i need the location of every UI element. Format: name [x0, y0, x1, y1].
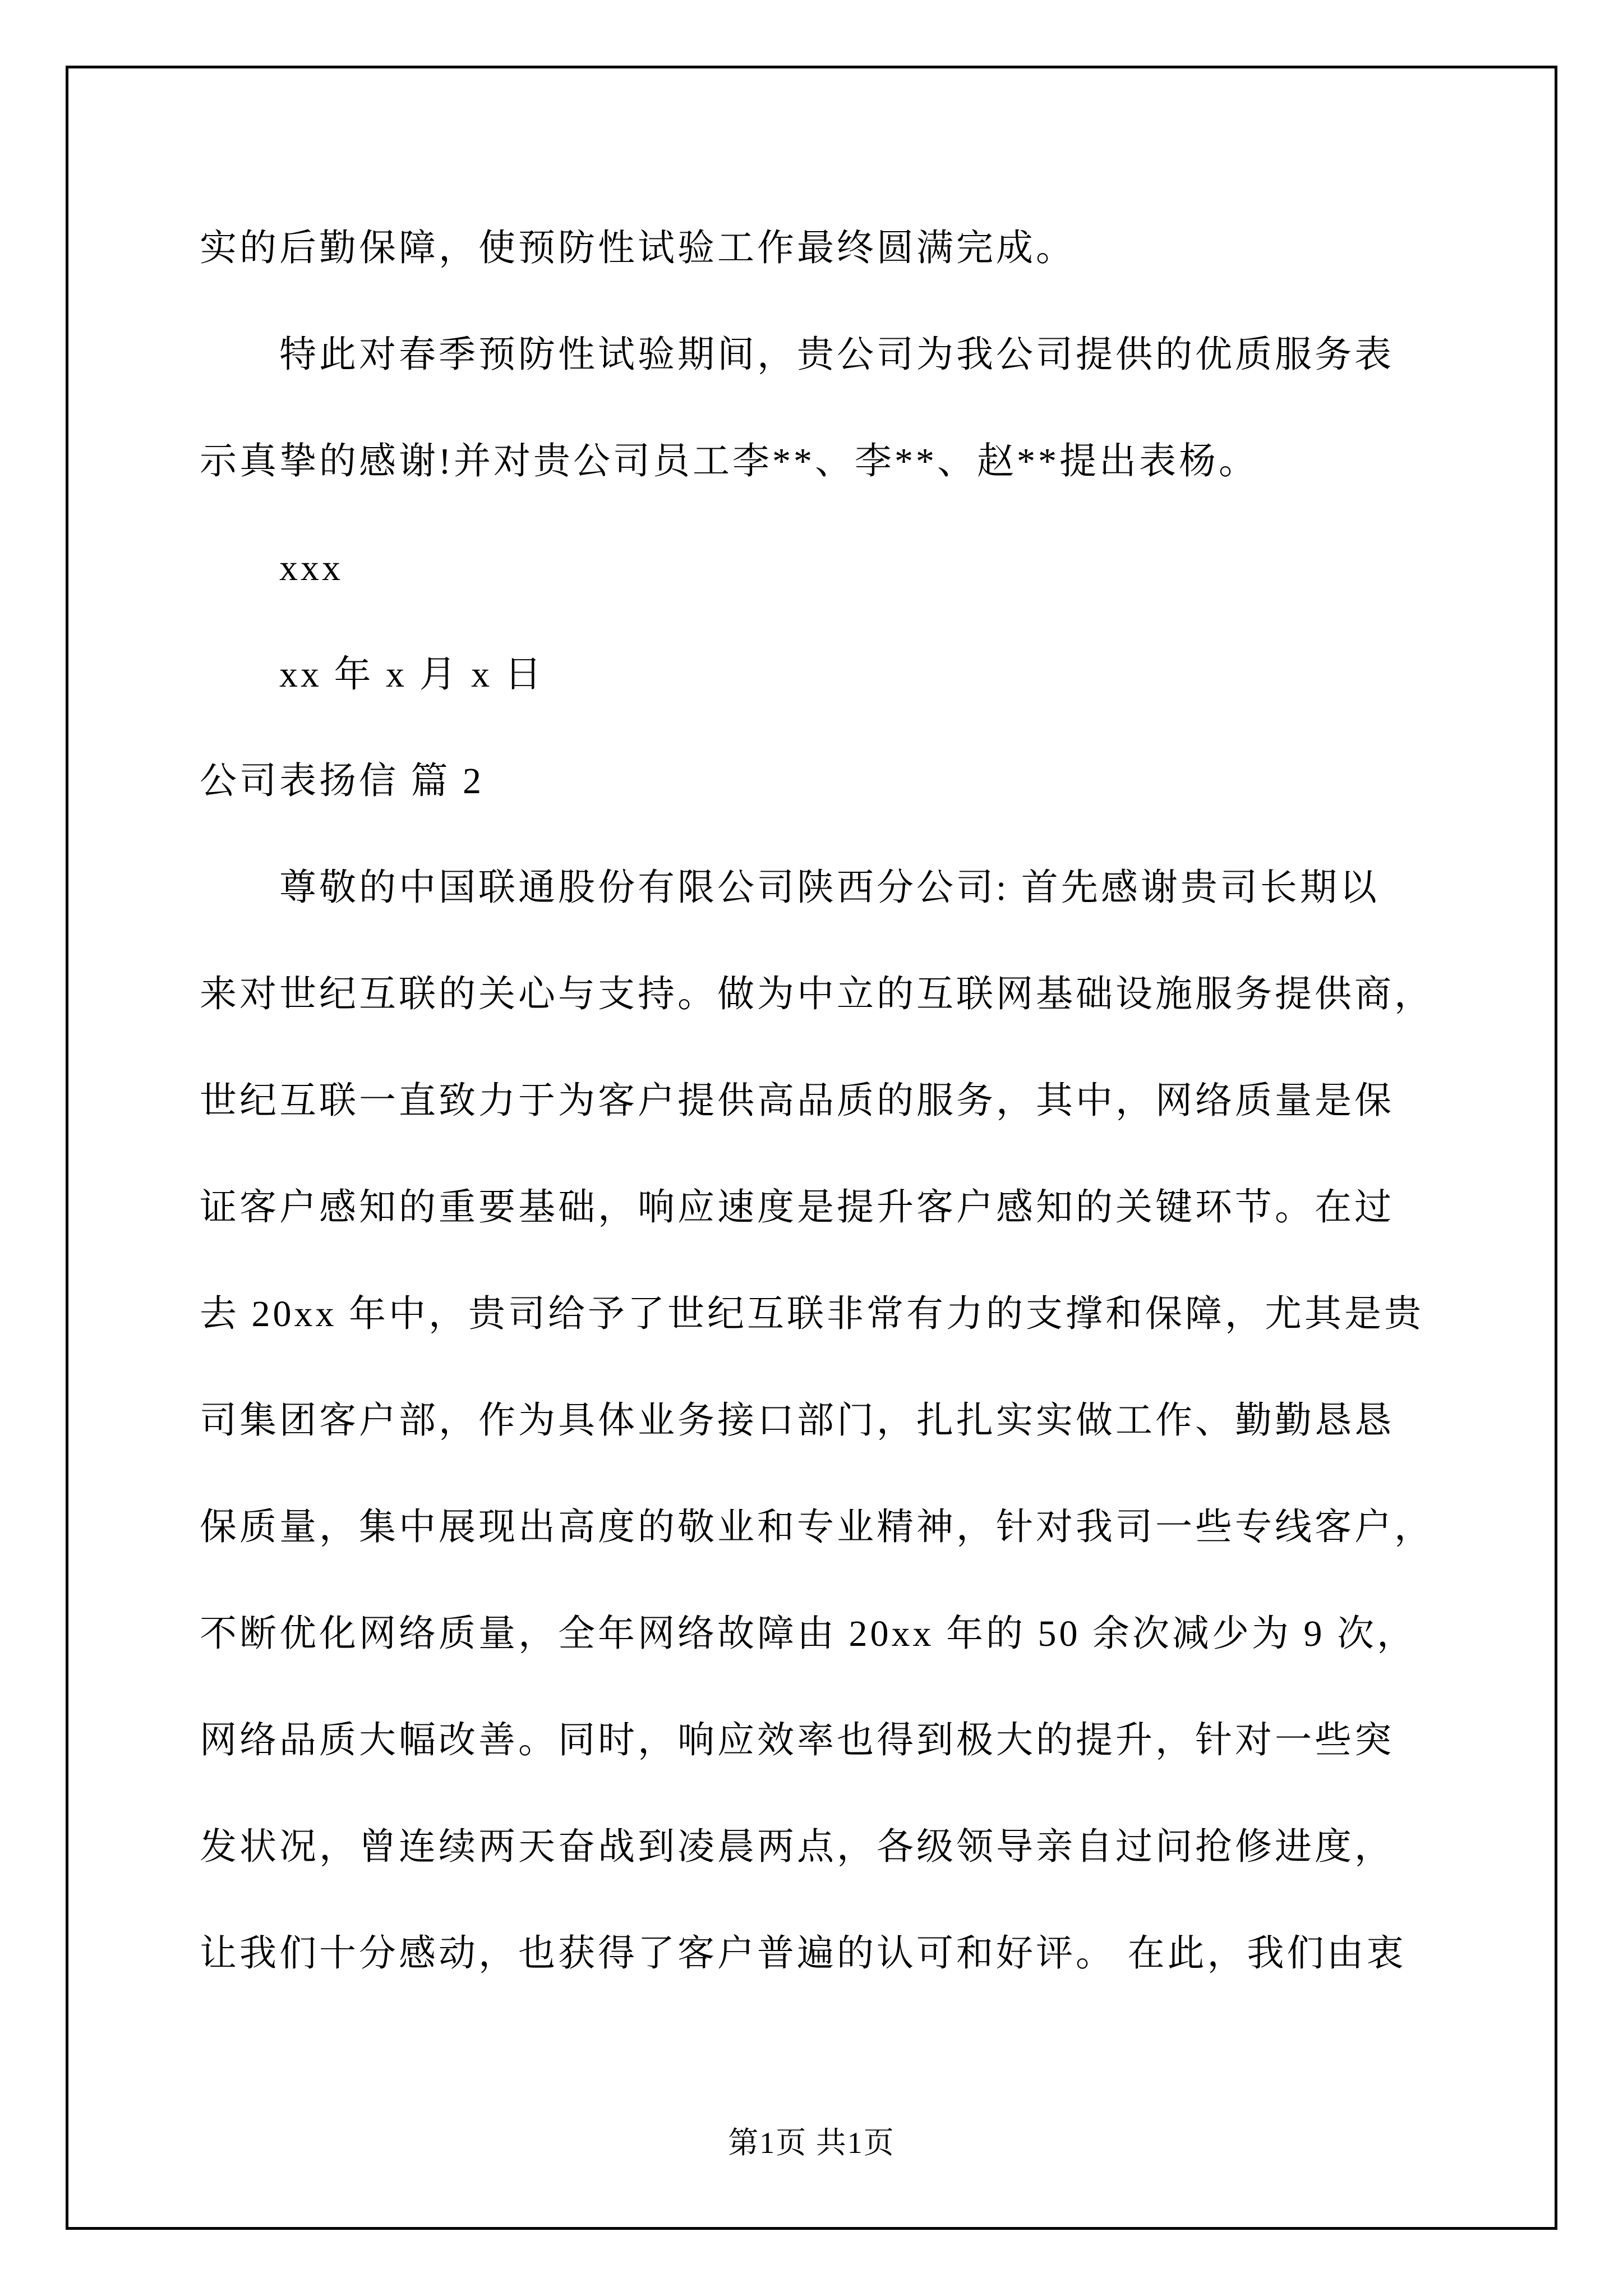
text-line: 让我们十分感动，也获得了客户普遍的认可和好评。 在此，我们由衷	[200, 1933, 1407, 1974]
text-line: 公司表扬信 篇 2	[200, 761, 484, 802]
text-line: 司集团客户部，作为具体业务接口部门，扎扎实实做工作、勤勤恳恳	[200, 1400, 1394, 1441]
text-line: 去 20xx 年中，贵司给予了世纪互联非常有力的支撑和保障，尤其是贵	[200, 1294, 1424, 1335]
text-line: 发状况，曾连续两天奋战到凌晨两点，各级领导亲自过问抢修进度，	[200, 1826, 1394, 1867]
text-line: 特此对春季预防性试验期间，贵公司为我公司提供的优质服务表	[279, 334, 1394, 375]
text-line: 世纪互联一直致力于为客户提供高品质的服务，其中，网络质量是保	[200, 1080, 1394, 1121]
text-line: 示真挚的感谢!并对贵公司员工李**、李**、赵**提出表杨。	[200, 441, 1258, 482]
text-line: 证客户感知的重要基础，响应速度是提升客户感知的关键环节。在过	[200, 1187, 1394, 1228]
page-number-indicator: 第1页 共1页	[728, 2126, 895, 2160]
text-line: xx 年 x 月 x 日	[279, 654, 545, 695]
text-line: 保质量，集中展现出高度的敬业和专业精神，针对我司一些专线客户，	[200, 1507, 1434, 1548]
text-line: 来对世纪互联的关心与支持。做为中立的互联网基础设施服务提供商，	[200, 974, 1434, 1015]
text-line: 尊敬的中国联通股份有限公司陕西分公司: 首先感谢贵司长期以	[279, 867, 1380, 908]
text-line: 不断优化网络质量，全年网络故障由 20xx 年的 50 余次减少为 9 次，	[200, 1613, 1417, 1654]
text-line: xxx	[279, 547, 343, 588]
page-footer	[0, 2125, 1623, 2161]
document-text-block	[200, 195, 1439, 2007]
text-line: 实的后勤保障，使预防性试验工作最终圆满完成。	[200, 228, 1076, 269]
text-line: 网络品质大幅改善。同时，响应效率也得到极大的提升，针对一些突	[200, 1720, 1394, 1761]
